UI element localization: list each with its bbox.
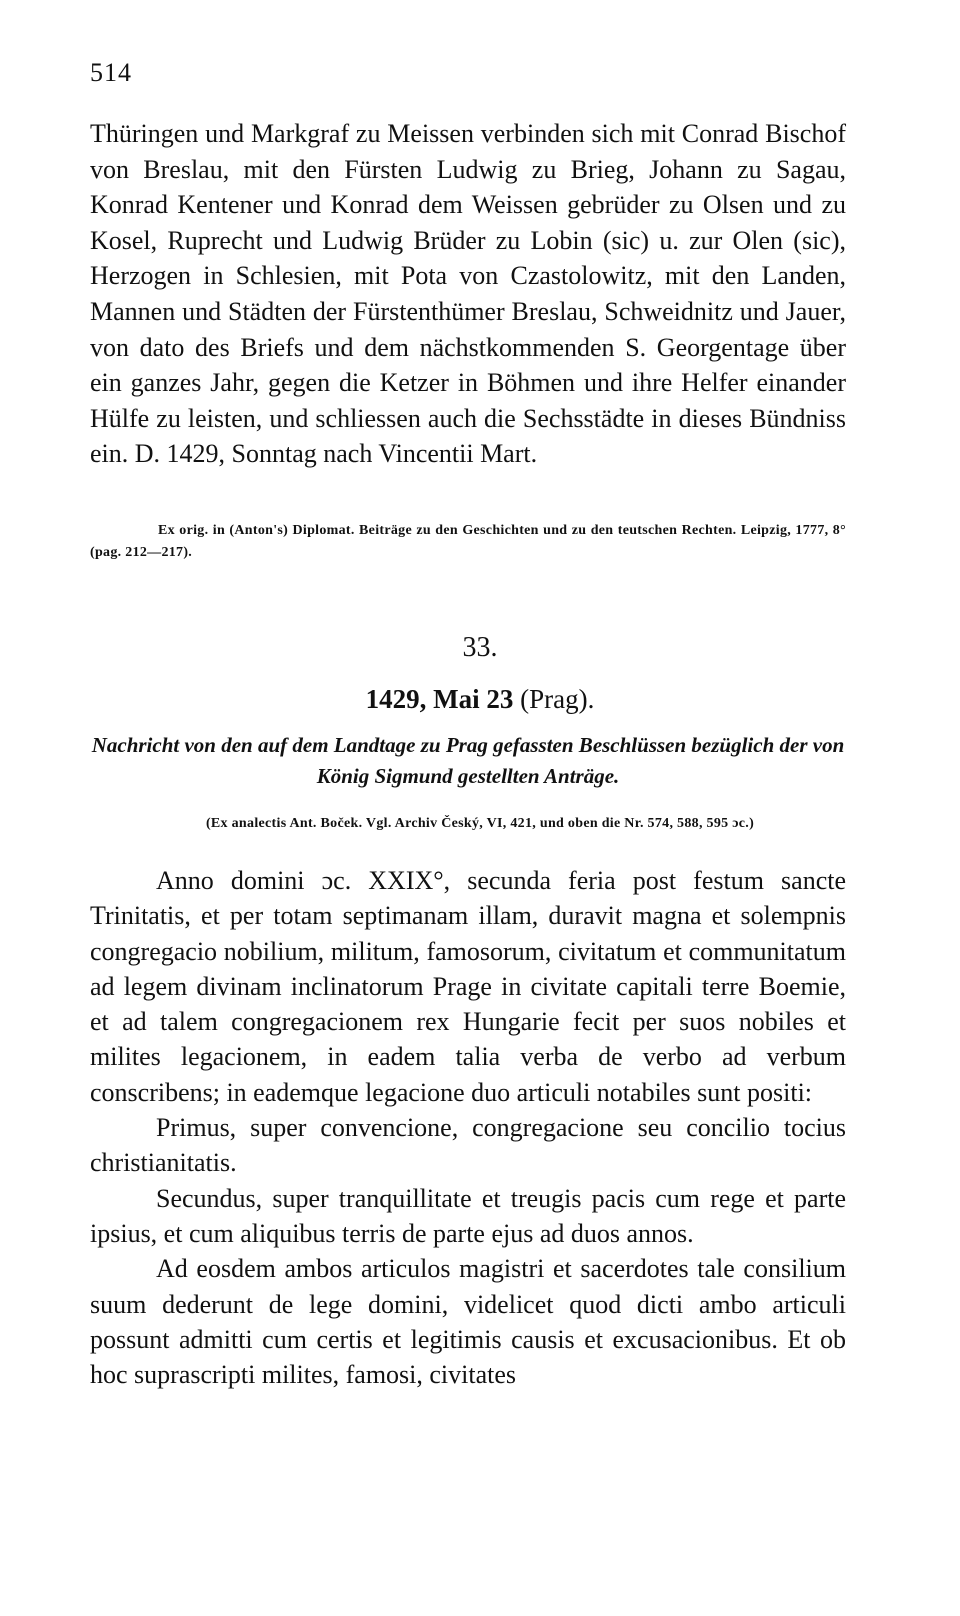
body-paragraph: Anno domini ɔc. XXIX°, secunda feria post festum sancte Trinitatis, et per totam septimanam illam, duravit magna et solempnis congregacio nobilium, militum, famosorum, civitatum et communitatum ad legem divinam inclinatorum Prage in civitate capitali terre Boemie, et ad talem congregacionem rex Hungarie fecit per suos nobiles et milites legacionem, in eadem talia verba de verbo ad verbum conscribens; in eademque legacione duo articuli notabiles sunt positi: xyxy=(90,866,846,1107)
intro-paragraph: Thüringen und Markgraf zu Meissen verbinden sich mit Conrad Bischof von Breslau, mit den Fürsten Ludwig zu Brieg, Johann zu Sagau, Konrad Kentener und Konrad dem Weissen gebrüder zu Olsen und zu Kosel, Ruprecht und Ludwig Brüder zu Lobin (sic) u. zur Olen (sic), Herzogen in Schlesien, mit Pota von Czastolowitz, mit den Landen, Mannen und Städten der Fürstenthümer Breslau, Schweidnitz und Jauer, von dato des Briefs und dem nächstkommenden S. Georgentage über ein ganzes Jahr, gegen die Ketzer in Böhmen und ihre Helfer einander Hülfe zu leisten, und schliessen auch die Sechsstädte in dieses Bündniss ein. D. 1429, Sonntag nach Vincentii Mart. xyxy=(90,119,846,469)
source-note: Ex orig. in (Anton's) Diplomat. Beiträge zu den Geschichten und zu den teutschen Rechten. Leipzig, 1777, 8° (pag. 212—217). xyxy=(90,523,846,560)
body-paragraph: Primus, super convencione, congregacione seu concilio tocius christianitatis. xyxy=(90,1113,846,1178)
document-body xyxy=(90,863,846,1392)
body-paragraph: Secundus, super tranquillitate et treugis pacis cum rege et parte ipsius, et cum aliquibus terris de parte ejus ad duos annos. xyxy=(90,1183,846,1248)
document-date-heading xyxy=(0,684,960,715)
reference-note: (Ex analectis Ant. Boček. Vgl. Archiv Český, VI, 421, und oben die Nr. 574, 588, 595 ɔc.) xyxy=(205,816,755,831)
body-paragraph: Ad eosdem ambos articulos magistri et sacerdotes tale consilium suum dederunt de lege domini, videlicet quod dicti ambo articuli possunt admitti cum certis et legitimis causis et excusacionibus. Et ob hoc suprascripti milites, famosi, civitates xyxy=(90,1254,846,1390)
document-number: 33. xyxy=(462,632,498,663)
document-date: 1429, Mai 23 xyxy=(365,684,514,714)
page-number: 514 xyxy=(90,58,132,87)
document-place: (Prag). xyxy=(520,684,595,714)
document-summary: Nachricht von den auf dem Landtage zu Prag gefassten Beschlüssen bezüglich der von König Sigmund gestellten Anträge. xyxy=(91,733,845,788)
